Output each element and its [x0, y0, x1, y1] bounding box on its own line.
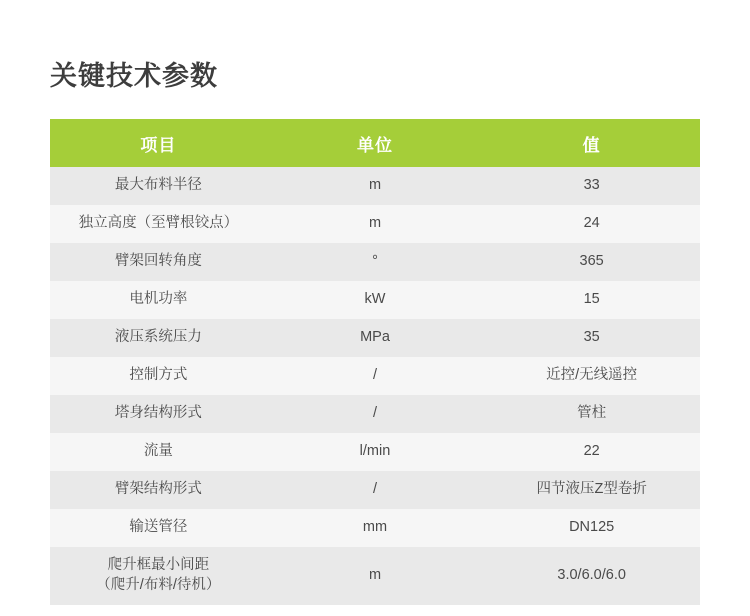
spec-table — [50, 119, 700, 605]
column-header-item: 项目 — [50, 119, 267, 167]
cell-value: 四节液压Z型卷折 — [483, 471, 700, 509]
table-row — [50, 167, 700, 205]
cell-value: 15 — [483, 281, 700, 319]
cell-item: 最大布料半径 — [50, 167, 267, 205]
cell-value: 35 — [483, 319, 700, 357]
cell-item: 塔身结构形式 — [50, 395, 267, 433]
cell-value: 22 — [483, 433, 700, 471]
cell-item: 独立高度（至臂根铰点） — [50, 205, 267, 243]
column-header-unit: 单位 — [267, 119, 484, 167]
cell-unit: / — [267, 471, 484, 509]
cell-value: 近控/无线遥控 — [483, 357, 700, 395]
table-row — [50, 281, 700, 319]
cell-item-note: （爬升/布料/待机） — [96, 577, 221, 593]
cell-item — [50, 547, 267, 605]
table-header-row — [50, 119, 700, 167]
cell-value: 管柱 — [483, 395, 700, 433]
cell-unit: MPa — [267, 319, 484, 357]
cell-value: 3.0/6.0/6.0 — [483, 547, 700, 605]
cell-unit: / — [267, 357, 484, 395]
cell-value: 365 — [483, 243, 700, 281]
table-row — [50, 433, 700, 471]
table-row — [50, 357, 700, 395]
cell-item: 电机功率 — [50, 281, 267, 319]
cell-unit: / — [267, 395, 484, 433]
table-row — [50, 395, 700, 433]
cell-unit: ° — [267, 243, 484, 281]
cell-unit: m — [267, 205, 484, 243]
column-header-value: 值 — [483, 119, 700, 167]
cell-value: 33 — [483, 167, 700, 205]
table-body — [50, 167, 700, 605]
cell-unit: m — [267, 547, 484, 605]
table-row — [50, 471, 700, 509]
table-row — [50, 547, 700, 605]
cell-item: 输送管径 — [50, 509, 267, 547]
cell-value: DN125 — [483, 509, 700, 547]
cell-item: 液压系统压力 — [50, 319, 267, 357]
page-title: 关键技术参数 — [50, 61, 218, 91]
table-row — [50, 205, 700, 243]
cell-unit: l/min — [267, 433, 484, 471]
table-header — [50, 119, 700, 167]
cell-item: 控制方式 — [50, 357, 267, 395]
table-row — [50, 243, 700, 281]
cell-item: 臂架结构形式 — [50, 471, 267, 509]
cell-item: 臂架回转角度 — [50, 243, 267, 281]
cell-unit: mm — [267, 509, 484, 547]
table-row — [50, 319, 700, 357]
table-row — [50, 509, 700, 547]
cell-unit: kW — [267, 281, 484, 319]
cell-item-main: 爬升框最小间距 — [107, 557, 210, 574]
cell-value: 24 — [483, 205, 700, 243]
cell-item: 流量 — [50, 433, 267, 471]
cell-unit: m — [267, 167, 484, 205]
